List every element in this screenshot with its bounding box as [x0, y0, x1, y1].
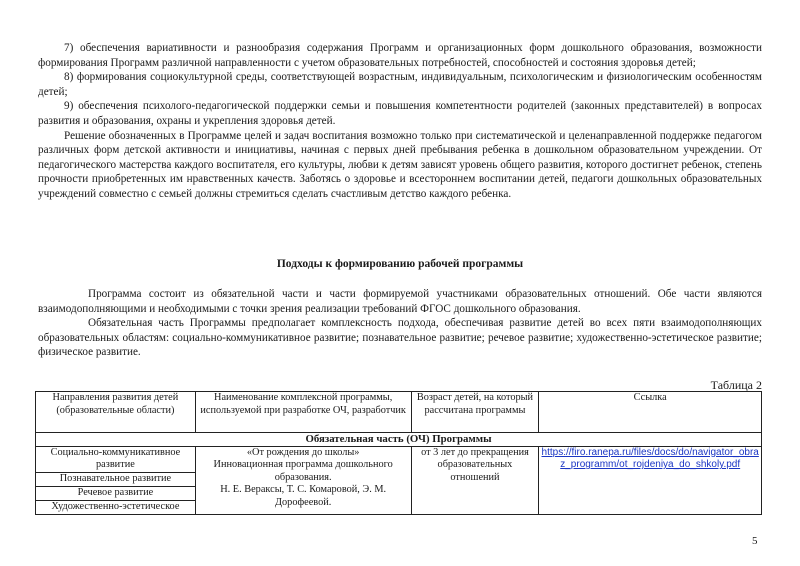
area-cell: Речевое развитие	[36, 486, 196, 500]
paragraph-item-8: 8) формирования социокультурной среды, соответствующей возрастным, индивидуальным, психологическим и физиологическим особенностям детей;	[38, 71, 762, 98]
page-number: 5	[752, 535, 758, 547]
section-heading: Подходы к формированию рабочей программы	[276, 258, 524, 270]
paragraph-item-9: 9) обеспечения психолого-педагогической поддержки семьи и повышения компетентности родителей (законных представителей) в вопросах развития и образования, охраны и укрепления здоровья детей.	[38, 100, 762, 127]
area-cell: Художественно-эстетическое	[36, 500, 196, 514]
age-cell: от 3 лет до прекращения образовательных отношений	[411, 446, 539, 514]
body-text-top	[38, 41, 762, 202]
program-authors: Н. Е. Вераксы, Т. С. Комаровой, Э. М. Дорофеевой.	[220, 484, 387, 508]
header-link: Ссылка	[539, 392, 762, 433]
header-areas: Направления развития детей (образовательные области)	[36, 392, 196, 433]
link-cell	[539, 446, 762, 514]
program-link[interactable]: https://firo.ranepa.ru/files/docs/do/navigator_obraz_programm/ot_rojdeniya_do_shkoly.pdf	[541, 446, 759, 471]
table-caption: Таблица 2	[710, 378, 762, 392]
program-title: «От рождения до школы»	[246, 446, 360, 458]
paragraph-education-solution: Решение обозначенных в Программе целей и задач воспитания возможно только при систематической и целенаправленной поддержке педагогом различных форм детской активности и инициативы, начиная с первых дней пребывания ребенка в дошкольном образовательном учреждении. От педагогического мастерства каждого воспитателя, его культуры, любви к детям зависят уровень общего развития, которого достигнет ребенок, степень прочности приобретенных им нравственных качеств. Заботясь о здоровье и всестороннем воспитании детей, педагоги дошкольных образовательных учреждений совместно с семьей должны стремиться сделать счастливым детство каждого ребенка.	[38, 129, 762, 200]
area-cell: Познавательное развитие	[36, 472, 196, 486]
programs-table	[35, 391, 762, 515]
paragraph-mandatory-part: Обязательная часть Программы предполагает комплексность подхода, обеспечивая развитие детей во всех пяти взаимодополняющих образовательных областям: социально-коммуникативное развитие; познавательное развитие; речевое развитие; художественно-эстетическое развитие; физическое развитие.	[38, 317, 762, 359]
paragraph-program-structure: Программа состоит из обязательной части и части формируемой участниками образовательных отношений. Обе части являются взаимодополняющими и необходимыми с точки зрения реализации требований ФГОС дошкольного образования.	[38, 288, 762, 315]
header-program: Наименование комплексной программы, используемой при разработке ОЧ, разработчик	[195, 392, 411, 433]
section-row-label: Обязательная часть (ОЧ) Программы	[36, 433, 762, 447]
table-row	[36, 446, 762, 472]
body-text-bottom	[38, 287, 762, 360]
program-cell	[195, 446, 411, 514]
paragraph-item-7: 7) обеспечения вариативности и разнообразия содержания Программ и организационных форм дошкольного образования, возможности формирования Программ различной направленности с учетом образовательных потребностей, способностей и состояния здоровья детей;	[38, 42, 762, 69]
table-section-row	[36, 433, 762, 447]
program-subtitle: Инновационная программа дошкольного образования.	[213, 459, 393, 483]
table-header-row	[36, 392, 762, 433]
header-age: Возраст детей, на который рассчитана программы	[411, 392, 539, 433]
area-cell: Социально-коммуникативное развитие	[36, 446, 196, 472]
